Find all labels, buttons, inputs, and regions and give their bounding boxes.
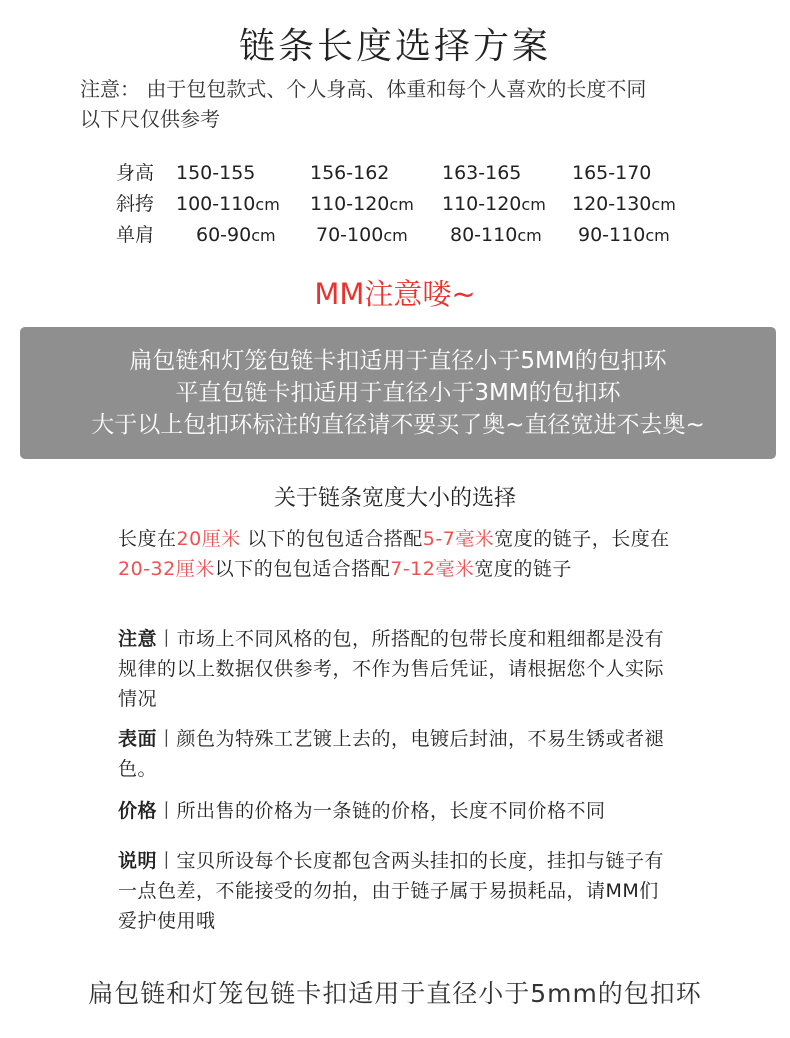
unit-label: cm	[383, 226, 408, 245]
note-label: 注意	[118, 628, 158, 650]
table-cell: 60-90cm	[196, 224, 276, 246]
width-section-title: 关于链条宽度大小的选择	[273, 486, 516, 511]
note-description: 说明丨宝贝所设每个长度都包含两头挂扣的长度，挂扣与链子有一点色差，不能接受的勿拍，由于链子属于易损耗品，请MM们爱护使用哦	[118, 850, 665, 932]
disclaimer-note	[80, 74, 740, 134]
note-attention: 注意丨市场上不同风格的包，所搭配的包带长度和粗细都是没有规律的以上数据仅供参考，不作为售后凭证，请根据您个人实际情况	[118, 628, 665, 710]
size-table	[116, 158, 716, 251]
unit-label: cm	[389, 195, 414, 214]
highlight-value: 20-32厘米	[118, 558, 215, 580]
highlight-value: 7-12毫米	[390, 558, 475, 580]
clasp-notice-line-1: 扁包链和灯笼包链卡扣适用于直径小于5MM的包扣环	[129, 348, 667, 374]
mm-attention-note: MM注意喽~	[314, 277, 476, 311]
table-cell: 163-165	[442, 162, 522, 184]
table-cell: 70-100cm	[316, 224, 408, 246]
size-row-shoulder	[116, 220, 716, 251]
disclaimer-line-1: 注意： 由于包包款式、个人身高、体重和每个人喜欢的长度不同	[80, 77, 647, 101]
table-cell: 165-170	[572, 162, 652, 184]
table-cell: 156-162	[310, 162, 390, 184]
clasp-notice-line-2: 平直包链卡扣适用于直径小于3MM的包扣环	[175, 380, 621, 406]
table-cell: 110-120cm	[442, 193, 546, 215]
size-row-height	[116, 158, 716, 189]
size-row-crossbody	[116, 189, 716, 220]
row-label: 身高	[116, 162, 155, 184]
bottom-clasp-note: 扁包链和灯笼包链卡扣适用于直径小于5mm的包扣环	[88, 979, 702, 1008]
unit-label: cm	[255, 195, 280, 214]
clasp-notice-line-3: 大于以上包扣环标注的直径请不要买了奥~直径宽进不去奥~	[91, 412, 705, 438]
row-label: 斜挎	[116, 193, 155, 215]
table-cell: 100-110cm	[176, 193, 280, 215]
note-label: 说明	[118, 850, 158, 872]
page-title: 链条长度选择方案	[238, 26, 551, 67]
highlight-value: 5-7毫米	[422, 528, 495, 550]
table-cell: 90-110cm	[578, 224, 670, 246]
table-cell: 110-120cm	[310, 193, 414, 215]
width-guide-paragraph: 长度在20厘米 以下的包包适合搭配5-7毫米宽度的链子，长度在20-32厘米以下的包包适合搭配7-12毫米宽度的链子	[118, 528, 670, 580]
note-price: 价格丨所出售的价格为一条链的价格，长度不同价格不同	[118, 800, 606, 822]
note-label: 表面	[118, 728, 158, 750]
unit-label: cm	[517, 226, 542, 245]
table-cell: 150-155	[176, 162, 256, 184]
unit-label: cm	[251, 226, 276, 245]
unit-label: cm	[651, 195, 676, 214]
row-label: 单肩	[116, 224, 155, 246]
note-surface: 表面丨颜色为特殊工艺镀上去的，电镀后封油，不易生锈或者褪色。	[118, 728, 665, 780]
unit-label: cm	[645, 226, 670, 245]
clasp-notice-box	[20, 327, 776, 459]
unit-label: cm	[521, 195, 546, 214]
note-label: 价格	[118, 800, 158, 822]
table-cell: 120-130cm	[572, 193, 676, 215]
disclaimer-line-2: 以下尺仅供参考	[80, 107, 220, 131]
highlight-value: 20厘米	[176, 528, 241, 550]
table-cell: 80-110cm	[450, 224, 542, 246]
